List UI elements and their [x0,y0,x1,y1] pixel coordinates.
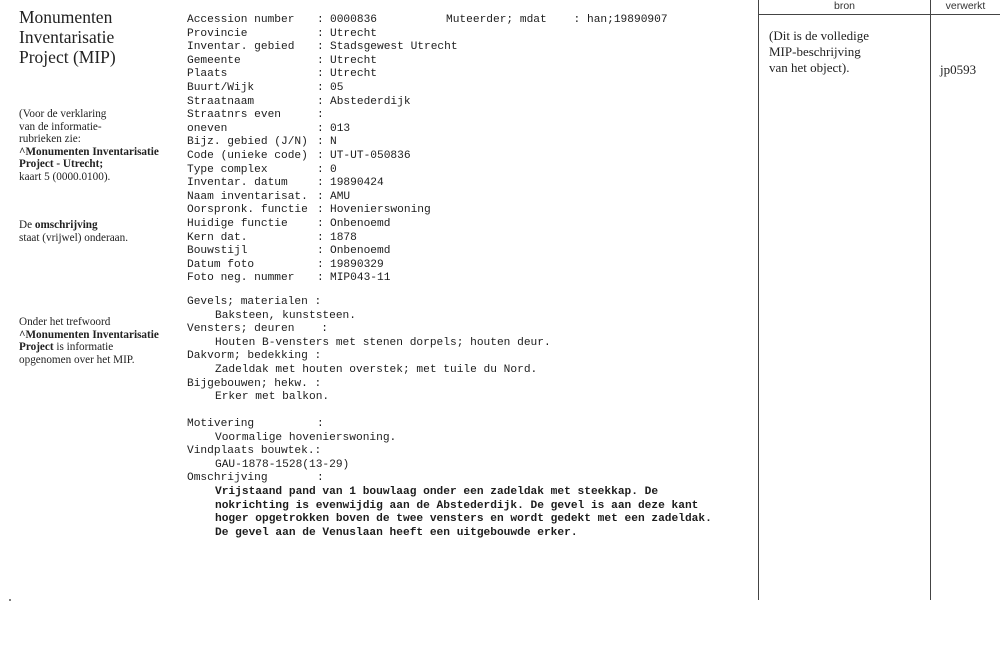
block-body-line: hoger opgetrokken boven de twee vensters en wordt gedekt met een zadeldak. [215,513,712,526]
note-line: Onder het trefwoord [19,316,111,328]
field-label: Naam inventarisat. [187,190,308,203]
field-separator: : [317,190,324,203]
field-label: Inventar. datum [187,177,288,190]
note-text: is informatie [53,341,114,354]
column-header-bron: bron [833,0,855,12]
panel-header-rule [758,14,1000,15]
block-body-line: Baksteen, kunststeen. [215,309,356,322]
block-body-line: De gevel aan de Venuslaan heeft een uitgebouwde erker. [215,526,578,539]
field-label: Gemeente [187,54,241,67]
field-label: Bouwstijl [187,245,248,258]
note-line: ^Monumenten Inventarisatie [19,328,159,341]
field-label: Kern dat. [187,231,248,244]
block-heading: Motivering [187,418,255,430]
note-line: opgenomen over het MIP. [19,353,135,366]
text-block [187,445,349,472]
panel-divider [758,0,759,600]
field-label: Plaats [187,68,228,81]
field-label: Provincie [187,27,248,40]
side-note-keyword [19,316,169,366]
field-separator: : [317,231,324,244]
field-value: UT-UT-050836 [330,150,411,162]
note-line: Project - Utrecht; [19,158,104,171]
field-value: Onbenoemd [330,245,391,258]
verwerkt-value: jp0593 [940,62,977,77]
block-body-line: Zadeldak met houten overstek; met tuile du Nord. [215,363,538,376]
text-block [187,350,537,377]
note-line: staat (vrijwel) onderaan. [19,231,129,244]
title-line: Project (MIP) [19,47,116,67]
field-label: Oorspronk. functie [187,204,308,217]
note-bold-text: omschrijving [34,219,98,231]
panel-divider [930,0,931,600]
field-value: 05 [330,82,344,94]
block-heading: Gevels; materialen : [187,296,322,308]
field-label: Huidige functie [187,218,288,230]
field-value: AMU [330,190,351,203]
text-block [187,378,329,405]
field-value: 0 [330,163,337,176]
field-value: 1878 [330,231,357,244]
field-separator: : [317,54,324,67]
bron-note [769,28,919,76]
block-body-line: Erker met balkon. [215,391,330,404]
field-separator: : [317,14,324,26]
note-line: kaart 5 (0000.0100). [19,170,111,183]
scan-speck [9,599,11,601]
note-bold-text: Project [19,341,54,354]
column-header-verwerkt: verwerkt [945,0,986,12]
field-separator: : [317,109,324,122]
field-value: 19890424 [330,177,384,190]
title-line: Monumenten [19,7,113,27]
field-separator: : [317,150,324,162]
field-separator: : [317,177,324,190]
field-separator: : [317,136,324,149]
field-label: Bijz. gebied (J/N) [187,136,308,149]
field-value: Utrecht [330,68,377,81]
note-line [19,219,169,232]
field-label: Code (unieke code) [187,150,308,162]
field-value: Abstederdijk [330,95,411,108]
side-note-description [19,219,169,244]
field-label: oneven [187,122,228,135]
field-label: Buurt/Wijk [187,82,255,94]
block-body-line: nokrichting is evenwijdig aan de Abstederdijk. De gevel is aan deze kant [215,499,699,512]
text-block [187,418,396,445]
text-block [187,323,551,350]
block-heading: Vindplaats bouwtek.: [187,445,322,458]
field-separator: : [317,41,324,54]
field-separator: : [317,218,324,230]
field-value: 0000836 [330,14,377,26]
field-label: Inventar. gebied [187,41,295,54]
field-label: Accession number [187,14,295,26]
field-label: Type complex [187,163,268,176]
field-label: Straatnaam [187,95,255,108]
block-heading: Omschrijving [187,472,268,485]
field-separator: : [317,245,324,258]
field-separator: : [317,163,324,176]
field-value: Utrecht [330,54,377,67]
note-line [19,341,169,354]
title-line: Inventarisatie [19,27,115,47]
block-body-line: Voormalige hovenierswoning. [215,431,397,444]
block-heading-separator: : [317,418,324,430]
block-body-line: Houten B-vensters met stenen dorpels; houten deur. [215,336,551,349]
field-value: N [330,136,337,149]
document-title [19,7,159,67]
field-separator: : [317,68,324,81]
block-heading-separator: : [317,472,324,485]
block-body-line: GAU-1878-1528(13-29) [215,458,350,471]
note-line: (Voor de verklaring [19,108,107,120]
text-block [187,296,356,323]
field-value: MIP043-11 [330,272,391,285]
field-value: Onbenoemd [330,218,391,230]
bron-line: van het object). [769,60,850,75]
field-value: Stadsgewest Utrecht [330,41,458,54]
field-value: 19890329 [330,258,384,271]
field-separator: : [317,122,324,135]
field-separator: : [317,95,324,108]
bron-line: (Dit is de volledige [769,28,870,43]
field-separator: : [317,258,324,271]
block-heading: Vensters; deuren : [187,323,328,336]
field-value: Utrecht [330,27,377,40]
block-body-line: Vrijstaand pand van 1 bouwlaag onder een zadeldak met steekkap. De [215,485,659,498]
note-line: ^Monumenten Inventarisatie [19,145,159,158]
field-label: Foto neg. nummer [187,272,295,285]
block-heading: Dakvorm; bedekking : [187,350,322,363]
field-label: Straatnrs even [187,109,281,122]
text-block [187,472,712,540]
side-note-reference [19,108,169,184]
bron-line: MIP-beschrijving [769,44,861,59]
note-text: De [19,219,35,231]
field-separator: : [317,27,324,40]
block-heading: Bijgebouwen; hekw. : [187,377,322,390]
muteerder-field: Muteerder; mdat : han;19890907 [446,14,668,26]
field-separator: : [317,82,324,94]
field-separator: : [317,204,324,217]
note-line: rubrieken zie: [19,133,81,146]
note-line: van de informatie- [19,120,102,133]
field-value: Hovenierswoning [330,204,431,217]
field-separator: : [317,272,324,285]
field-label: Datum foto [187,258,255,271]
field-value: 013 [330,122,351,135]
